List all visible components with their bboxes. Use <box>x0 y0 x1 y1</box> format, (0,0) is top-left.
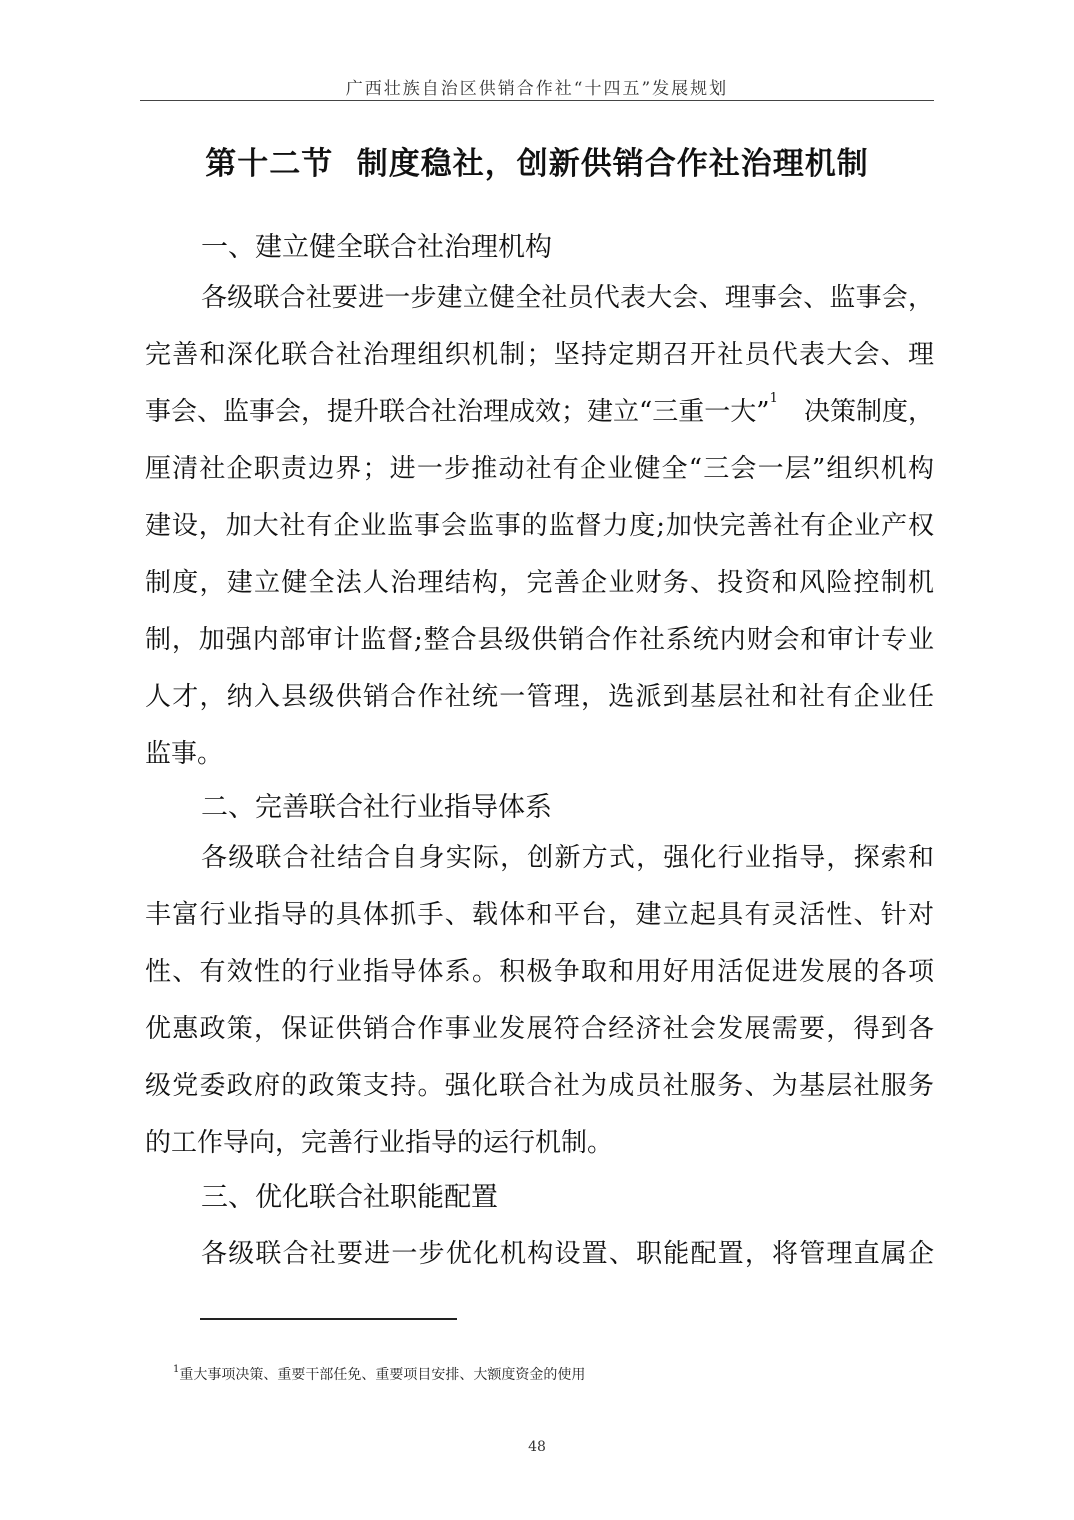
paragraph-line: 各级联合社结合自身实际，创新方式，强化行业指导，探索和 <box>201 843 934 873</box>
paragraph-3 <box>145 1226 934 1283</box>
footnote <box>173 1364 585 1384</box>
paragraph-line: 级党委政府的政策支持。强化联合社为成员社服务、为基层社服务 <box>145 1071 934 1101</box>
paragraph-line: 各级联合社要进一步建立健全社员代表大会、理事会、监事会， <box>201 283 934 313</box>
paragraph-line-with-footnote <box>145 384 934 441</box>
subsection-heading-1: 一、建立健全联合社治理机构 <box>201 232 552 263</box>
paragraph-2 <box>145 830 934 1172</box>
paragraph-line: 丰富行业指导的具体抓手、载体和平台，建立起具有灵活性、针对 <box>145 900 934 930</box>
paragraph-1 <box>145 270 934 783</box>
paragraph-line: 各级联合社要进一步优化机构设置、职能配置，将管理直属企 <box>201 1239 934 1269</box>
paragraph-line: 制度，建立健全法人治理结构，完善企业财务、投资和风险控制机 <box>145 568 934 598</box>
footnote-number: 1 <box>173 1364 180 1375</box>
paragraph-line: 建设，加大社有企业监事会监事的监督力度;加快完善社有企业产权 <box>145 511 934 541</box>
footnote-divider <box>200 1318 457 1320</box>
running-header: 广西壮族自治区供销合作社“十四五”发展规划 <box>345 79 729 99</box>
paragraph-line-segment: 决策制度， <box>803 397 934 427</box>
paragraph-line: 性、有效性的行业指导体系。积极争取和用好用活促进发展的各项 <box>145 957 934 987</box>
paragraph-line: 人才，纳入县级供销合作社统一管理，选派到基层社和社有企业任 <box>145 682 934 712</box>
subsection-heading-3: 三、优化联合社职能配置 <box>201 1182 498 1213</box>
footnote-ref-marker[interactable]: 1 <box>769 391 778 406</box>
subsection-heading-2: 二、完善联合社行业指导体系 <box>201 792 552 823</box>
header-divider <box>140 100 934 101</box>
paragraph-line: 制，加强内部审计监督;整合县级供销合作社系统内财会和审计专业 <box>145 625 934 655</box>
paragraph-line: 优惠政策，保证供销合作事业发展符合经济社会发展需要，得到各 <box>145 1014 934 1044</box>
paragraph-line: 的工作导向，完善行业指导的运行机制。 <box>145 1128 614 1158</box>
paragraph-line-segment: 事会、监事会，提升联合社治理成效；建立“三重一大” <box>145 397 770 427</box>
page-number: 48 <box>528 1439 546 1455</box>
paragraph-line: 完善和深化联合社治理组织机制；坚持定期召开社员代表大会、理 <box>145 340 934 370</box>
footnote-text: 重大事项决策、重要干部任免、重要项目安排、大额度资金的使用 <box>179 1367 586 1383</box>
section-title: 第十二节 制度稳社，创新供销合作社治理机制 <box>205 146 869 182</box>
paragraph-line: 厘清社企职责边界；进一步推动社有企业健全“三会一层”组织机构 <box>145 454 934 484</box>
paragraph-line: 监事。 <box>145 739 224 769</box>
